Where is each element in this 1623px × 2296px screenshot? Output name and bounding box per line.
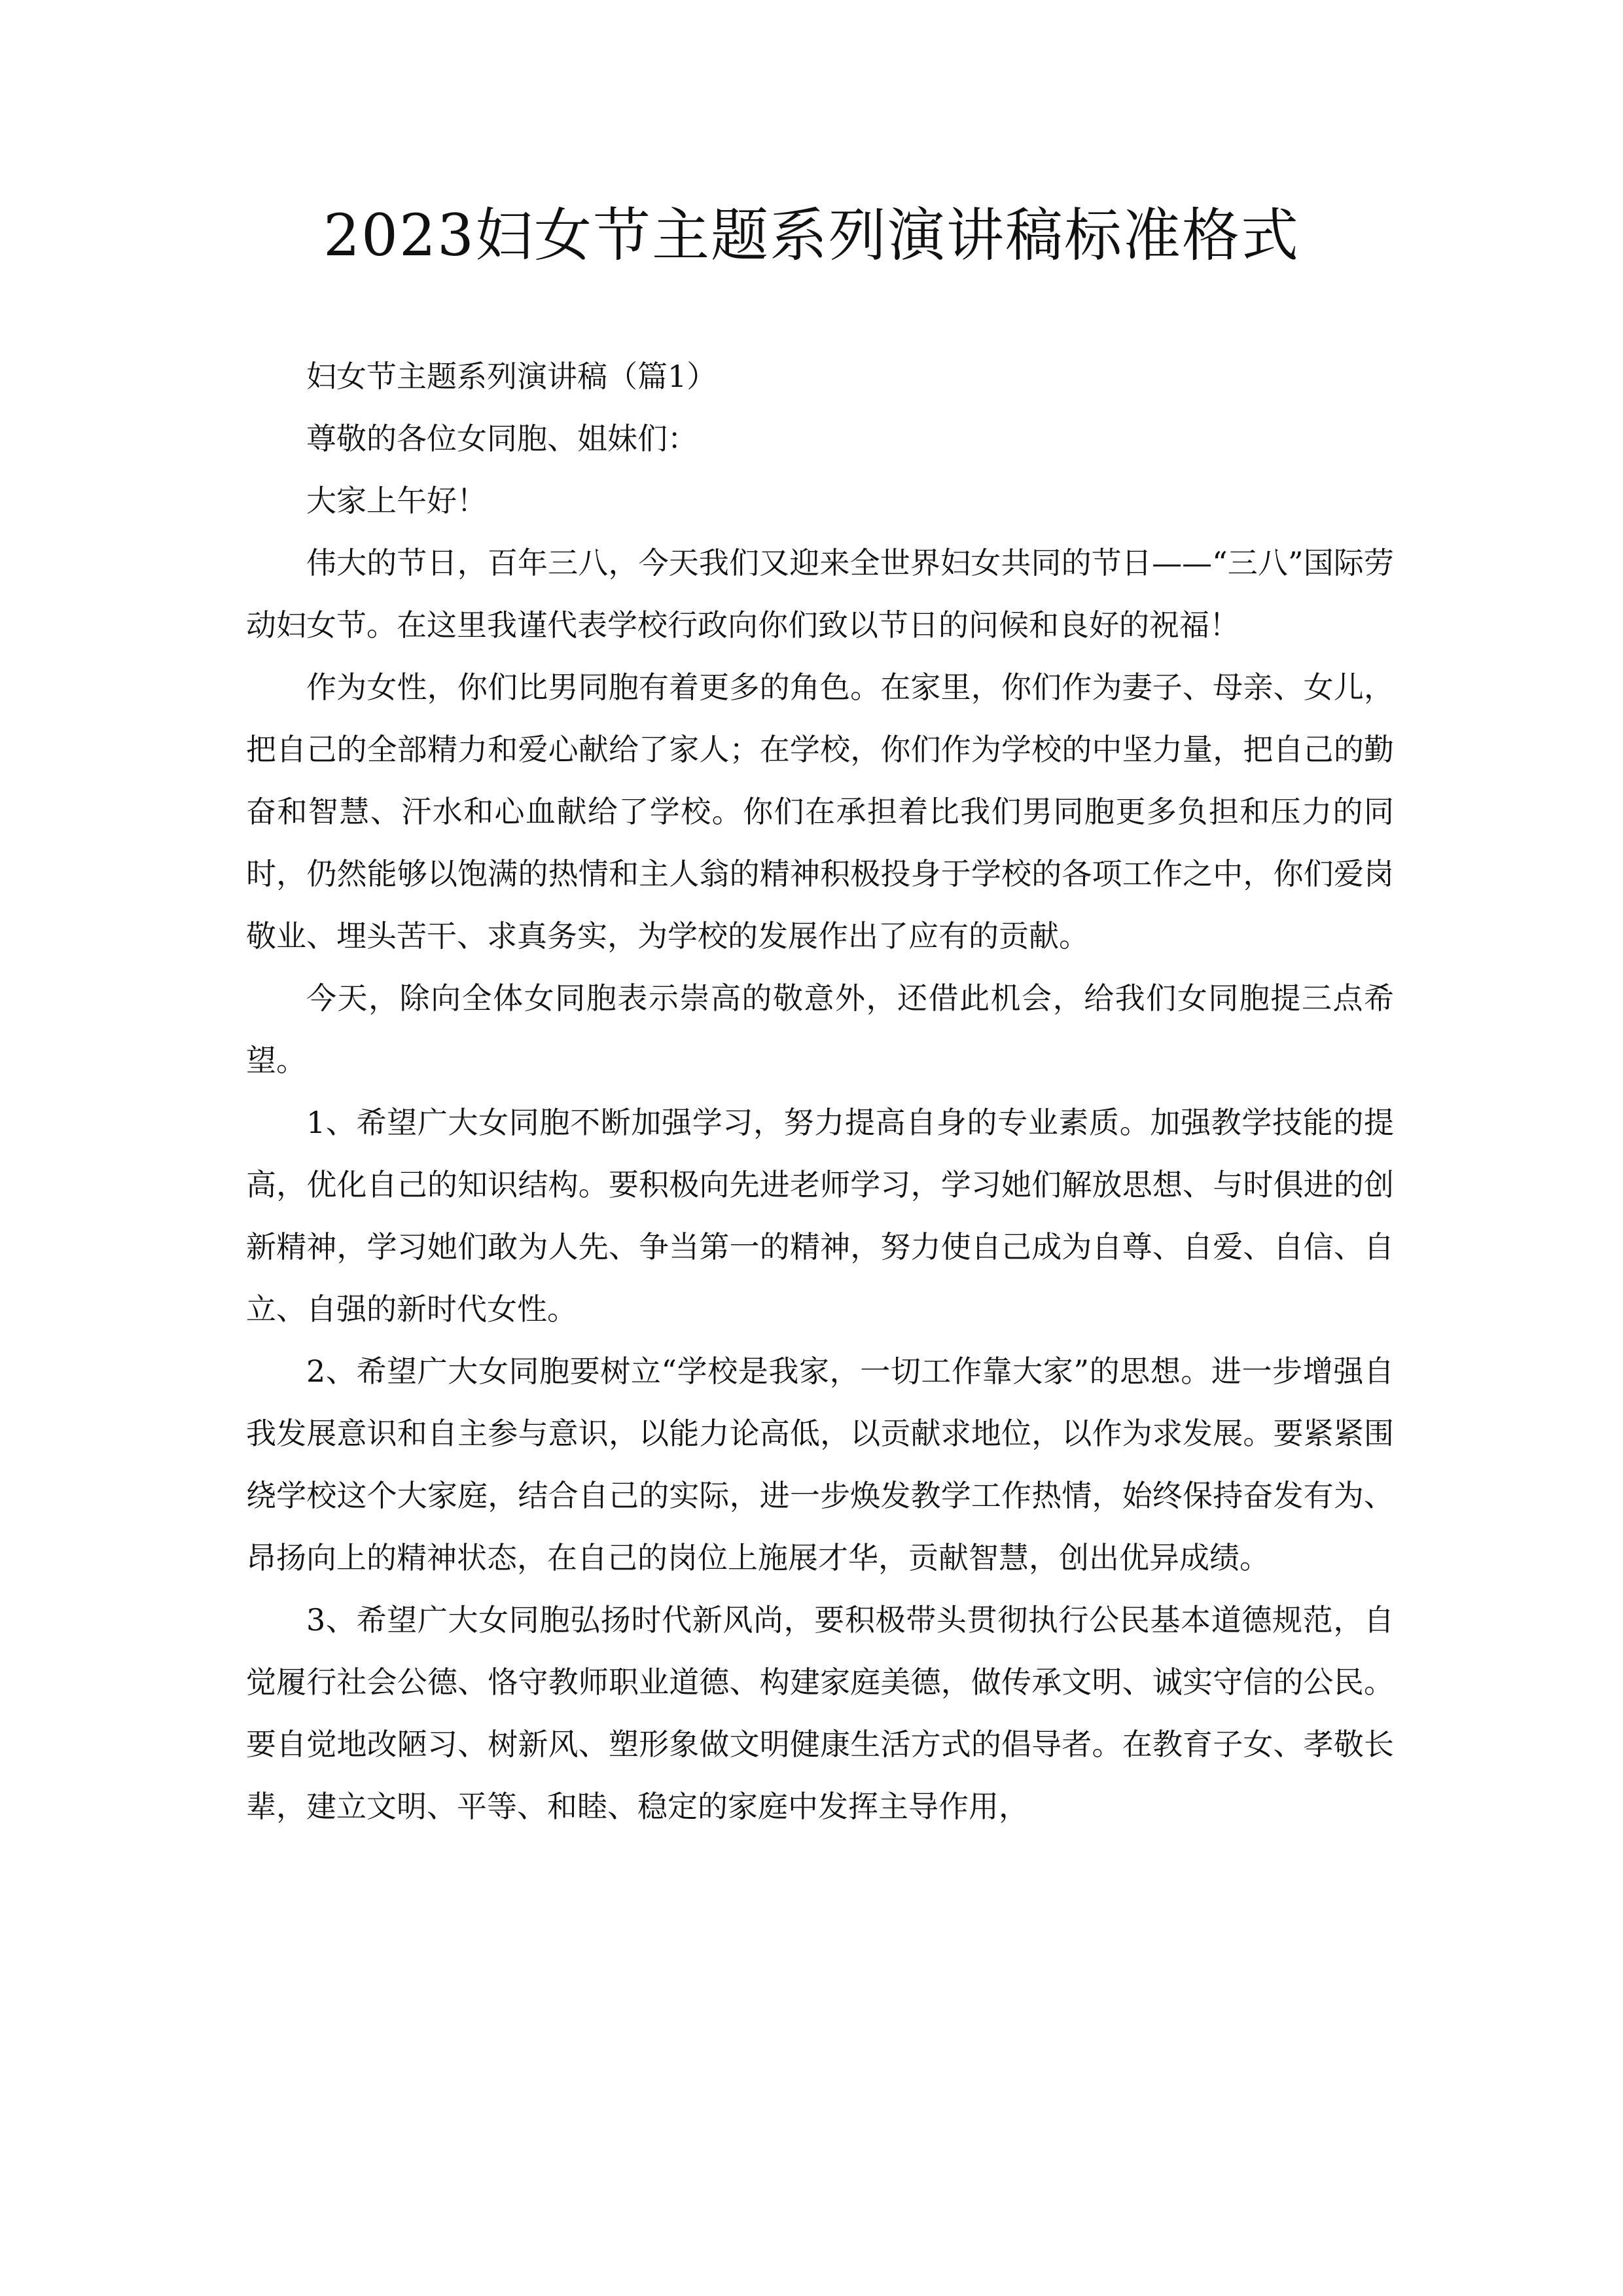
paragraph: 1、希望广大女同胞不断加强学习，努力提高自身的专业素质。加强教学技能的提高，优化自己的知识结构。要积极向先进老师学习，学习她们解放思想、与时俱进的创新精神，学习她们敢为人先、争当第一的精神，努力使自己成为自尊、自爱、自信、自立、自强的新时代女性。 xyxy=(246,1105,1394,1327)
section-heading: 妇女节主题系列演讲稿（篇1） xyxy=(306,359,717,394)
document-body xyxy=(246,346,1394,1838)
paragraph: 今天，除向全体女同胞表示崇高的敬意外，还借此机会，给我们女同胞提三点希望。 xyxy=(246,980,1394,1078)
document-title: 2023妇女节主题系列演讲稿标准格式 xyxy=(323,202,1300,269)
paragraph: 作为女性，你们比男同胞有着更多的角色。在家里，你们作为妻子、母亲、女儿，把自己的全部精力和爱心献给了家人；在学校，你们作为学校的中坚力量，把自己的勤奋和智慧、汗水和心血献给了学校。你们在承担着比我们男同胞更多负担和压力的同时，仍然能够以饱满的热情和主人翁的精神积极投身于学校的各项工作之中，你们爱岗敬业、埋头苦干、求真务实，为学校的发展作出了应有的贡献。 xyxy=(246,670,1394,954)
paragraph: 伟大的节日，百年三八，今天我们又迎来全世界妇女共同的节日——“三八”国际劳动妇女节。在这里我谨代表学校行政向你们致以节日的问候和良好的祝福！ xyxy=(246,545,1394,643)
paragraph: 3、希望广大女同胞弘扬时代新风尚，要积极带头贯彻执行公民基本道德规范，自觉履行社会公德、恪守教师职业道德、构建家庭美德，做传承文明、诚实守信的公民。要自觉地改陋习、树新风、塑形象做文明健康生活方式的倡导者。在教育子女、孝敬长辈，建立文明、平等、和睦、稳定的家庭中发挥主导作用， xyxy=(246,1602,1394,1824)
greeting: 大家上午好！ xyxy=(306,483,487,518)
salutation: 尊敬的各位女同胞、姐妹们： xyxy=(306,421,698,456)
paragraph: 2、希望广大女同胞要树立“学校是我家，一切工作靠大家”的思想。进一步增强自我发展意识和自主参与意识，以能力论高低，以贡献求地位，以作为求发展。要紧紧围绕学校这个大家庭，结合自己的实际，进一步焕发教学工作热情，始终保持奋发有为、昂扬向上的精神状态，在自己的岗位上施展才华，贡献智慧，创出优异成绩。 xyxy=(246,1354,1394,1575)
